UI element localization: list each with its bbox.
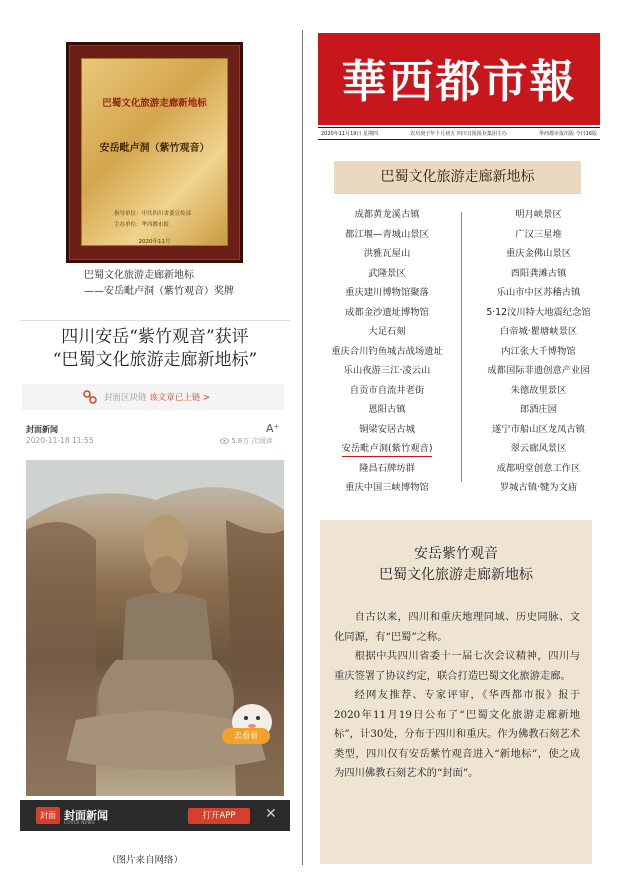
list-item: 翠云廊风景区: [510, 443, 567, 454]
list-item: 成都国际非遗创意产业园: [487, 365, 590, 376]
box-paragraph: 根据中共四川省委十一届七次会议精神，四川与重庆签署了协议约定，联合打造巴蜀文化旅游走廊。: [334, 650, 580, 682]
publish-datetime: 2020-11-18 11:55: [26, 436, 94, 445]
column-divider: [302, 30, 303, 865]
article-headline-line2: “巴蜀文化旅游走廊新地标”: [52, 350, 258, 370]
plaque-date: 2020年11月: [138, 239, 171, 245]
masthead-title: 華西都市報: [341, 55, 577, 108]
source-name: 封面新闻: [26, 425, 58, 434]
list-item: 大足石刻: [368, 326, 406, 337]
list-item: 成都明堂创意工作区: [496, 462, 581, 474]
list-item: 朱德故里景区: [510, 384, 567, 396]
blockchain-text: 封面区块链 该文章已上链 >: [104, 393, 211, 403]
masthead-edition: 华西都市报出版 今日16版: [539, 131, 597, 137]
list-item: 成都黄龙溪古镇: [354, 209, 420, 220]
blockchain-bar[interactable]: [22, 384, 284, 410]
list-item: 明月峡景区: [515, 209, 562, 220]
list-item: 隆昌石牌坊群: [359, 462, 415, 474]
landmark-banner: 巴蜀文化旅游走廊新地标: [334, 161, 581, 194]
plaque-name: 安岳毗卢洞（紫竹观音）: [99, 143, 210, 154]
list-item: 白帝城·瞿塘峡景区: [499, 326, 578, 337]
list-item: 广汉三星堆: [515, 228, 562, 240]
masthead-publisher: 农历庚子年十月初五 四川日报报业集团主办: [410, 131, 507, 137]
list-item: 自贡市自流井老街: [349, 384, 425, 396]
box-paragraph: 自古以来，四川和重庆地理同域、历史同脉、文化同源，有“巴蜀”之称。: [334, 611, 580, 643]
box-body: [334, 608, 580, 784]
guanyin-statue-photo: [26, 460, 284, 796]
masthead-date: 2020年11月19日 星期四: [321, 131, 379, 137]
app-sub-name: COVER NEWS: [64, 821, 95, 826]
box-paragraph: 经网友推荐、专家评审，《华西都市报》报于2020年11月19日公布了“巴蜀文化旅游走廊新地标”，计30处，分布于四川和重庆。作为佛教石刻艺术类型，四川仅有安岳紫竹观音进入“新地标”，使之成为四川佛教石刻艺术的“封面”。: [334, 689, 580, 779]
article-headline: [20, 326, 290, 372]
list-item: 重庆建川博物馆聚落: [345, 287, 429, 298]
article-box: [320, 520, 592, 864]
image-source-caption: （图片来自网络）: [107, 855, 184, 866]
blockchain-icon: [82, 389, 98, 405]
list-item: 乐山市中区苏稽古镇: [496, 287, 581, 298]
box-title: [320, 544, 592, 586]
list-item: 重庆合川钓鱼城古战场遗址: [331, 345, 443, 357]
list-item: 铜梁安居古城: [359, 423, 415, 435]
app-name: 封面新闻: [64, 809, 108, 822]
plaque-title: 巴蜀文化旅游走廊新地标: [102, 98, 207, 109]
view-count: 5.8万 次阅读: [220, 436, 273, 446]
statue-illustration: [26, 460, 284, 796]
landmark-list-left: [317, 205, 457, 498]
list-item: 内江张大千博物馆: [501, 345, 576, 357]
plaque-guide-line: 指导单位：中共四川省委宣传部: [114, 211, 192, 217]
list-item: 洪雅瓦屋山: [363, 248, 411, 259]
box-title-line2: 巴蜀文化旅游走廊新地标: [379, 567, 533, 583]
list-item: 酉阳龚滩古镇: [510, 267, 567, 279]
list-item: 都江堰—青城山景区: [345, 228, 429, 240]
list-divider: [461, 212, 462, 482]
font-size-icon[interactable]: A⁺: [266, 422, 280, 435]
open-app-button[interactable]: 打开APP: [188, 808, 250, 824]
list-item: 郎酒庄园: [519, 404, 558, 415]
masthead-info-bar: [318, 127, 600, 140]
go-see-button[interactable]: 去看看: [222, 728, 270, 744]
list-item: 遂宁市船山区龙凤古镇: [492, 423, 585, 435]
list-item: 罗城古镇·犍为文庙: [499, 482, 578, 493]
box-title-line1: 安岳紫竹观音: [414, 546, 498, 562]
article-headline-line1: 四川安岳“紫竹观音”获评: [61, 327, 249, 347]
eye-icon: [220, 438, 229, 444]
award-plaque-photo: [66, 42, 243, 263]
plaque-caption-line2: ——安岳毗卢洞（紫竹观音）奖牌: [84, 286, 234, 297]
plaque-host-line: 主办单位：华西都市报: [114, 222, 170, 228]
list-item: 重庆金佛山景区: [505, 248, 572, 259]
list-item: 武隆景区: [368, 267, 406, 279]
cover-news-logo: 封面: [36, 807, 60, 824]
list-item: 乐山夜游三江·凌云山: [343, 365, 431, 376]
list-item: 恩阳古镇: [368, 404, 406, 415]
highlighted-landmark: 安岳毗卢洞(紫竹观音): [342, 441, 433, 457]
list-item: 重庆中国三峡博物馆: [345, 482, 429, 493]
blockchain-link[interactable]: 该文章已上链 >: [149, 393, 211, 403]
landmark-list-right: [466, 205, 611, 498]
list-item-highlighted: [317, 439, 457, 459]
plaque-gold-panel: [81, 58, 228, 246]
article-top-divider: [20, 320, 290, 321]
close-icon[interactable]: ✕: [265, 806, 277, 822]
newspaper-masthead: [318, 33, 600, 125]
list-item: 成都金沙遗址博物馆: [345, 306, 429, 318]
plaque-caption-line1: 巴蜀文化旅游走廊新地标: [84, 270, 194, 281]
app-download-bar: [20, 800, 290, 831]
list-item: 5·12汶川特大地震纪念馆: [486, 306, 591, 318]
